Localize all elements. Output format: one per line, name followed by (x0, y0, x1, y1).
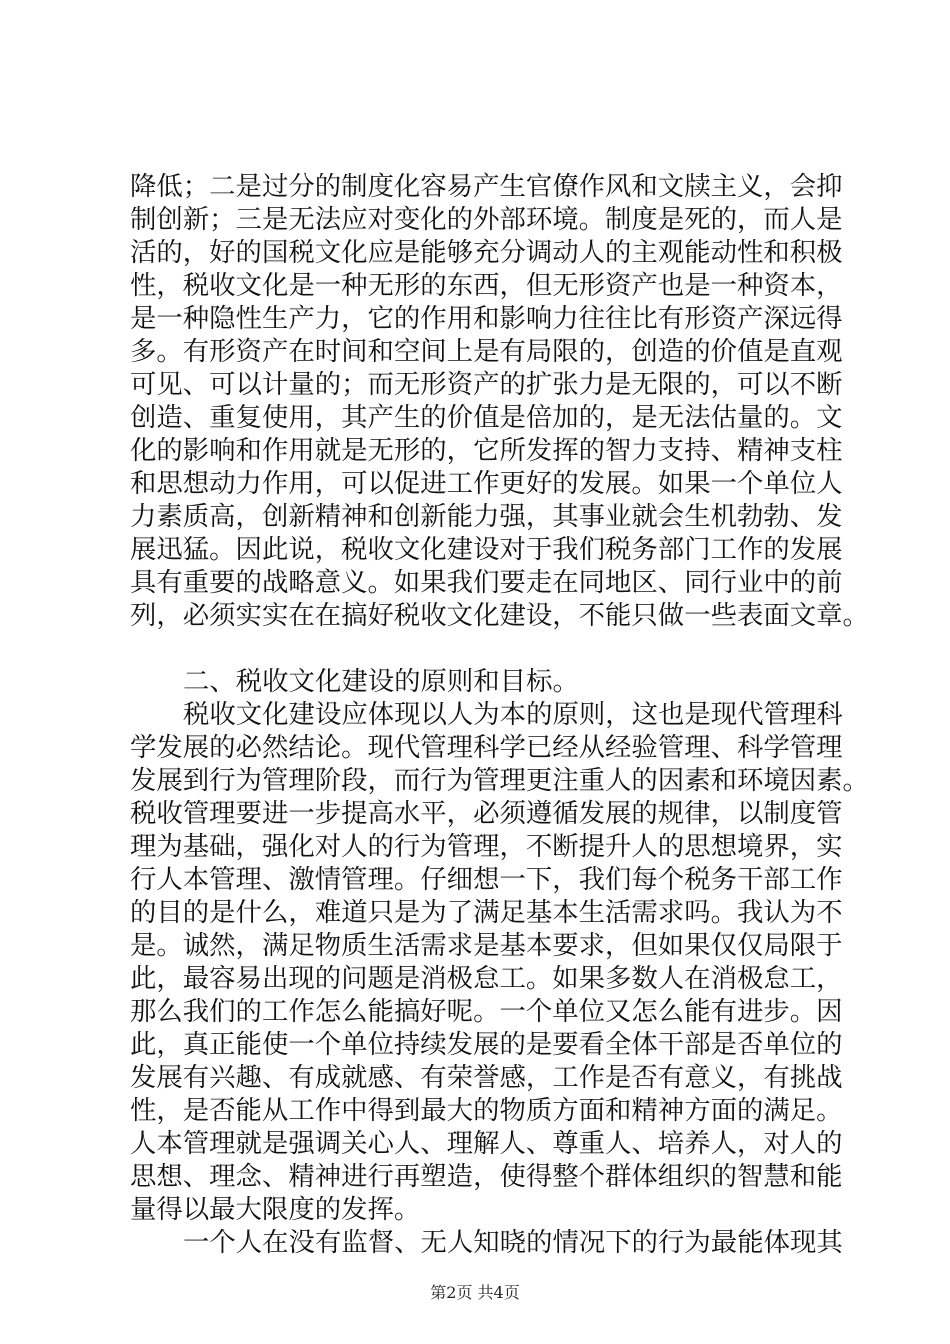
paragraph-line: 创造、重复使用，其产生的价值是倍加的，是无法估量的。文 (130, 402, 843, 433)
paragraph-line: 税收管理要进一步提高水平，必须遵循发展的规律，以制度管 (130, 798, 843, 829)
paragraph-line: 列，必须实实在在搞好税收文化建设，不能只做一些表面文章。 (130, 600, 869, 631)
paragraph-line: 学发展的必然结论。现代管理科学已经从经验管理、科学管理 (130, 732, 843, 763)
paragraph-line: 税收文化建设应体现以人为本的原则，这也是现代管理科 (183, 699, 843, 730)
paragraph-line: 思想、理念、精神进行再塑造，使得整个群体组织的智慧和能 (130, 1161, 843, 1192)
paragraph-line: 一个人在没有监督、无人知晓的情况下的行为最能体现其 (183, 1227, 843, 1258)
paragraph-line: 化的影响和作用就是无形的，它所发挥的智力支持、精神支柱 (130, 435, 843, 466)
paragraph-line: 活的，好的国税文化应是能够充分调动人的主观能动性和积极 (130, 237, 843, 268)
paragraph-line: 降低；二是过分的制度化容易产生官僚作风和文牍主义，会抑 (130, 171, 843, 202)
paragraph-line: 可见、可以计量的；而无形资产的扩张力是无限的，可以不断 (130, 369, 843, 400)
paragraph-line: 和思想动力作用，可以促进工作更好的发展。如果一个单位人 (130, 468, 843, 499)
paragraph-line: 人本管理就是强调关心人、理解人、尊重人、培养人，对人的 (130, 1128, 843, 1159)
section-heading: 二、税收文化建设的原则和目标。 (183, 666, 579, 697)
paragraph-line: 性，是否能从工作中得到最大的物质方面和精神方面的满足。 (130, 1095, 843, 1126)
paragraph-line: 发展有兴趣、有成就感、有荣誉感，工作是否有意义，有挑战 (130, 1062, 843, 1093)
paragraph-line: 理为基础，强化对人的行为管理，不断提升人的思想境界，实 (130, 831, 843, 862)
paragraph-line: 发展到行为管理阶段，而行为管理更注重人的因素和环境因素。 (130, 765, 869, 796)
paragraph-line: 展迅猛。因此说，税收文化建设对于我们税务部门工作的发展 (130, 534, 843, 565)
paragraph-line: 制创新；三是无法应对变化的外部环境。制度是死的，而人是 (130, 204, 843, 235)
paragraph-line: 具有重要的战略意义。如果我们要走在同地区、同行业中的前 (130, 567, 843, 598)
paragraph-line: 是一种隐性生产力，它的作用和影响力往往比有形资产深远得 (130, 303, 843, 334)
paragraph-line: 性，税收文化是一种无形的东西，但无形资产也是一种资本， (130, 270, 843, 301)
document-body (130, 170, 869, 1259)
page-footer: 第2页 共4页 (430, 1283, 520, 1302)
paragraph-line: 量得以最大限度的发挥。 (130, 1194, 421, 1225)
paragraph-spacer (130, 632, 830, 665)
paragraph-line: 力素质高，创新精神和创新能力强，其事业就会生机勃勃、发 (130, 501, 843, 532)
paragraph-line: 那么我们的工作怎么能搞好呢。一个单位又怎么能有进步。因 (130, 996, 843, 1027)
paragraph-line: 此，最容易出现的问题是消极怠工。如果多数人在消极怠工， (130, 963, 843, 994)
paragraph-line: 此，真正能使一个单位持续发展的是要看全体干部是否单位的 (130, 1029, 843, 1060)
paragraph-line: 行人本管理、激情管理。仔细想一下，我们每个税务干部工作 (130, 864, 843, 895)
paragraph-line: 多。有形资产在时间和空间上是有局限的，创造的价值是直观 (130, 336, 843, 367)
paragraph-line: 是。诚然，满足物质生活需求是基本要求，但如果仅仅局限于 (130, 930, 843, 961)
paragraph-line: 的目的是什么，难道只是为了满足基本生活需求吗。我认为不 (130, 897, 843, 928)
